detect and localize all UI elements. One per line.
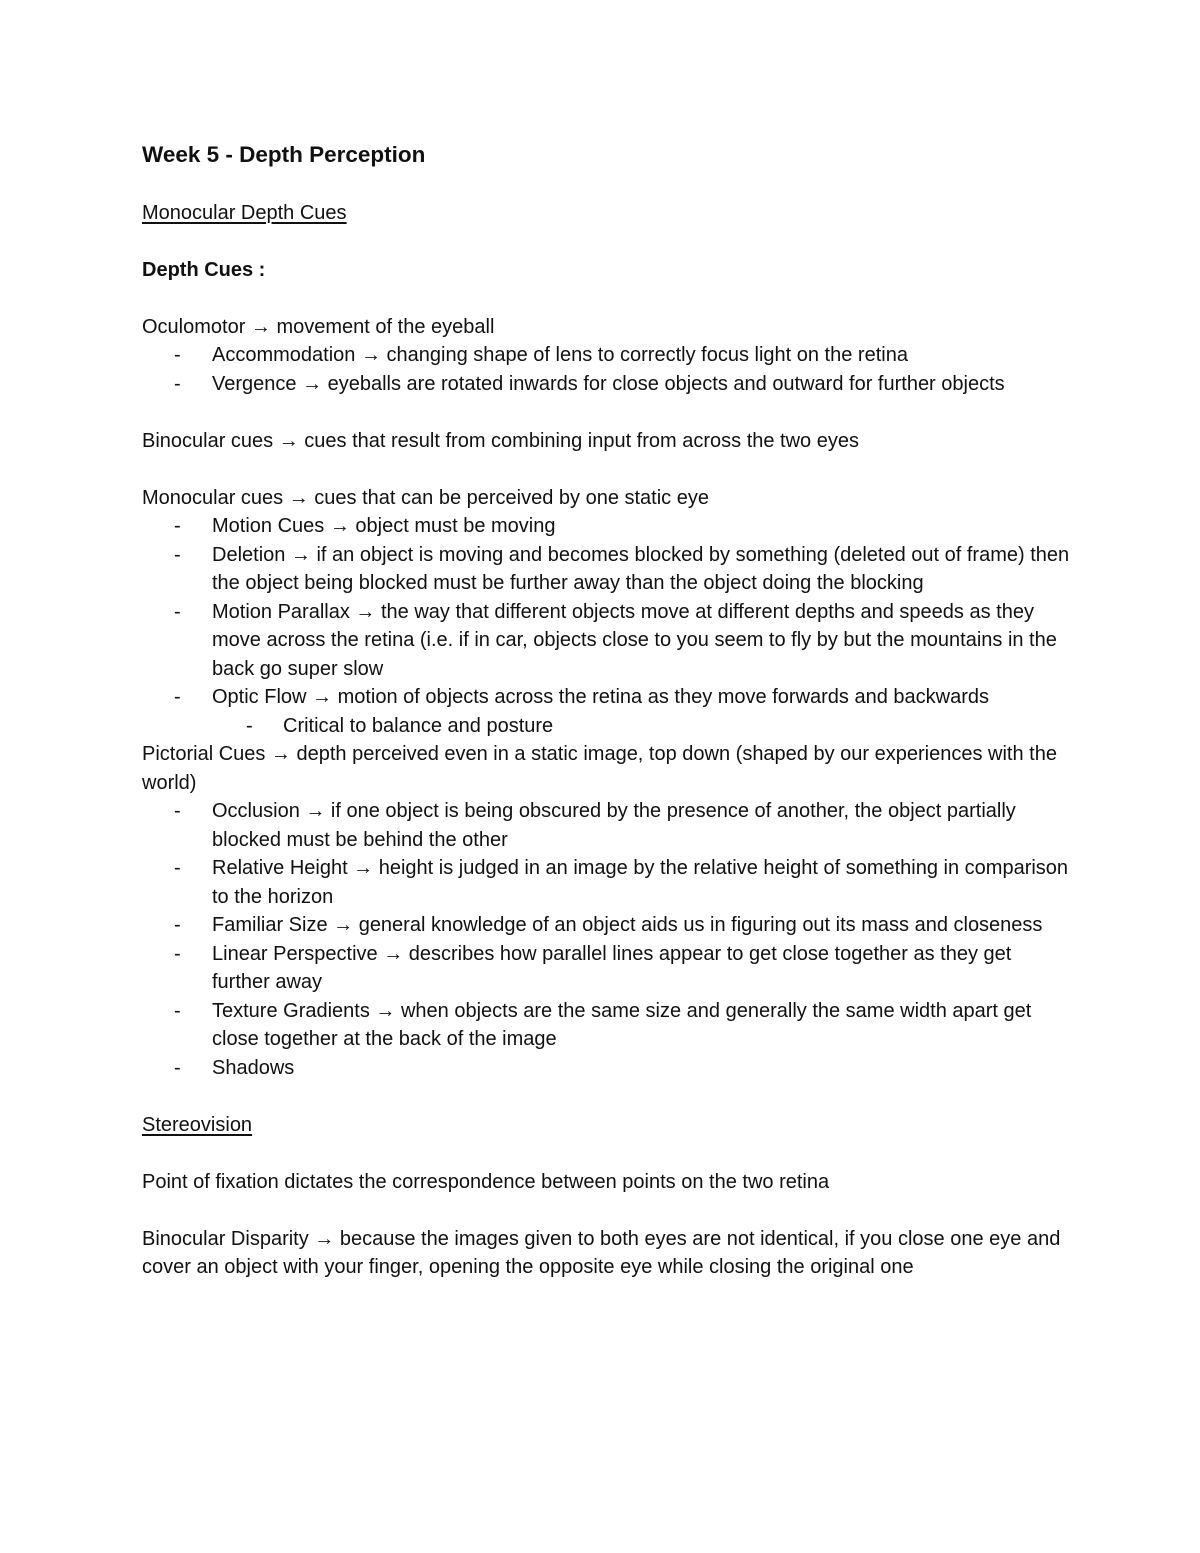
- point-of-fixation-line: Point of fixation dictates the correspondence between points on the two retina: [142, 1170, 830, 1193]
- section-heading-monocular: Monocular Depth Cues: [142, 201, 347, 224]
- list-item: - Optic Flow → motion of objects across the retina as they move forwards and backwards: [142, 683, 1072, 712]
- list-item: - Vergence → eyeballs are rotated inwards for close objects and outward for further objects: [142, 370, 1072, 399]
- binocular-disparity-paragraph: Binocular Disparity → because the images given to both eyes are not identical, if you close one eye and cover an object with your finger, opening the opposite eye while closing the original one: [142, 1227, 1061, 1278]
- binocular-cues-line: Binocular cues → cues that result from combining input from across the two eyes: [142, 429, 859, 452]
- list-subitem: - Critical to balance and posture: [142, 712, 1072, 741]
- list-item: - Motion Parallax → the way that different objects move at different depths and speeds as they move across the retina (i.e. if in car, objects close to you seem to fly by but the mountains in the back go super slow: [142, 598, 1072, 684]
- pictorial-cues-intro: Pictorial Cues → depth perceived even in a static image, top down (shaped by our experiences with the world): [142, 743, 1057, 794]
- spacer: [142, 1082, 1072, 1111]
- spacer: [142, 170, 1072, 199]
- spacer: [142, 455, 1072, 484]
- list-item: - Familiar Size → general knowledge of an object aids us in figuring out its mass and closeness: [142, 911, 1072, 940]
- oculomotor-intro: Oculomotor → movement of the eyeball: [142, 315, 495, 338]
- list-item: - Texture Gradients → when objects are the same size and generally the same width apart get close together at the back of the image: [142, 997, 1072, 1054]
- spacer: [142, 227, 1072, 256]
- list-item: - Occlusion → if one object is being obscured by the presence of another, the object partially blocked must be behind the other: [142, 797, 1072, 854]
- page-title: Week 5 - Depth Perception: [142, 142, 426, 167]
- document-page: [142, 140, 1072, 1282]
- list-item: - Accommodation → changing shape of lens to correctly focus light on the retina: [142, 341, 1072, 370]
- section-heading-stereovision: Stereovision: [142, 1113, 253, 1136]
- list-item: - Shadows: [142, 1054, 1072, 1083]
- spacer: [142, 1139, 1072, 1168]
- list-item: - Linear Perspective → describes how parallel lines appear to get close together as they get further away: [142, 940, 1072, 997]
- spacer: [142, 284, 1072, 313]
- list-item: - Relative Height → height is judged in an image by the relative height of something in comparison to the horizon: [142, 854, 1072, 911]
- spacer: [142, 1196, 1072, 1225]
- list-item: - Deletion → if an object is moving and becomes blocked by something (deleted out of frame) then the object being blocked must be further away than the object doing the blocking: [142, 541, 1072, 598]
- subheading-depth-cues: Depth Cues :: [142, 258, 266, 281]
- monocular-cues-intro: Monocular cues → cues that can be perceived by one static eye: [142, 486, 709, 509]
- spacer: [142, 398, 1072, 427]
- list-item: - Motion Cues → object must be moving: [142, 512, 1072, 541]
